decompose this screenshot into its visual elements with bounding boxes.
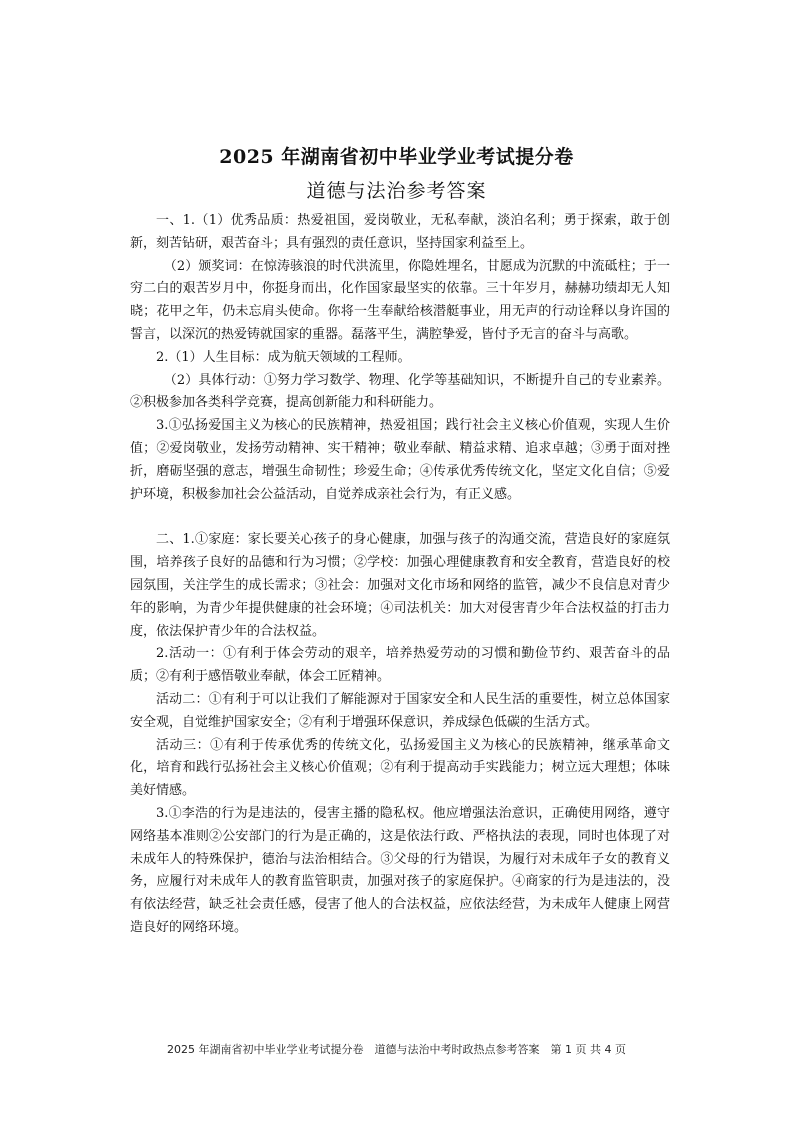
answer-2-2-activity-3: 活动三：①有利于传承优秀的传统文化，弘扬爱国主义为核心的民族精神，继承革命文化，培育和践行弘扬社会主义核心价值观；②有利于提高动手实践能力；树立远大理想；体味美好情感。 xyxy=(130,737,670,799)
answer-1-1-award-speech: （2）颁奖词：在惊涛骇浪的时代洪流里，你隐姓埋名，甘愿成为沉默的中流砥柱；于一穷二白的艰苦岁月中，你挺身而出，化作国家最坚实的依靠。三十年岁月，赫赫功绩却无人知晓；花甲之年，仍未忘肩头使命。你将一生奉献给核潜艇事业，用无声的行动诠释以身许国的誓言，以深沉的热爱铸就国家的重器。磊落平生，满腔挚爱，皆付予无言的奋斗与高歌。 xyxy=(130,258,670,342)
document-title: 2025 年湖南省初中毕业学业考试提分卷 xyxy=(219,146,574,168)
answer-2-2-activity-2: 活动二：①有利于可以让我们了解能源对于国家安全和人民生活的重要性，树立总体国家安全观，自觉维护国家安全；②有利于增强环保意识，养成绿色低碳的生活方式。 xyxy=(130,691,670,730)
answer-1-2-goal: 2.（1）人生目标：成为航天领域的工程师。 xyxy=(156,349,411,365)
answer-1-1-qualities: 一、1.（1）优秀品质：热爱祖国，爱岗敬业，无私奉献，淡泊名利；勇于探索，敢于创新，刻苦钻研，艰苦奋斗；具有强烈的责任意识，坚持国家利益至上。 xyxy=(130,213,670,251)
answer-body xyxy=(130,210,670,940)
answer-2-2-activity-1: 2.活动一：①有利于体会劳动的艰辛，培养热爱劳动的习惯和勤俭节约、艰苦奋斗的品质；②有利于感悟敬业奉献，体会工匠精神。 xyxy=(130,646,670,685)
answer-1-3: 3.①弘扬爱国主义为核心的民族精神，热爱祖国；践行社会主义核心价值观，实现人生价值；②爱岗敬业，发扬劳动精神、实干精神；敬业奉献、精益求精、追求卓越；③勇于面对挫折，磨砺坚强的意志，增强生命韧性；珍爱生命；④传承优秀传统文化，坚定文化自信；⑤爱护环境，积极参加社会公益活动，自觉养成亲社会行为，有正义感。 xyxy=(130,418,670,502)
document-subtitle: 道德与法治参考答案 xyxy=(306,180,487,202)
answer-2-1: 二、1.①家庭：家长要关心孩子的身心健康，加强与孩子的沟通交流，营造良好的家庭氛围，培养孩子良好的品德和行为习惯；②学校：加强心理健康教育和安全教育，营造良好的校园氛围，关注学生的成长需求；③社会：加强对文化市场和网络的监管，减少不良信息对青少年的影响，为青少年提供健康的社会环境；④司法机关：加大对侵害青少年合法权益的打击力度，依法保护青少年的合法权益。 xyxy=(130,532,670,639)
answer-2-3: 3.①李浩的行为是违法的，侵害主播的隐私权。他应增强法治意识，正确使用网络，遵守网络基本准则②公安部门的行为是正确的，这是依法行政、严格执法的表现，同时也体现了对未成年人的特殊保护，德治与法治相结合。③父母的行为错误，为履行对未成年子女的教育义务，应履行对未成年人的教育监管职责，加强对孩子的家庭保护。④商家的行为是违法的，没有依法经营，缺乏社会责任感，侵害了他人的合法权益，应依法经营，为未成年人健康上网营造良好的网络环境。 xyxy=(130,805,670,935)
section-gap xyxy=(130,506,670,529)
page-footer: 2025 年湖南省初中毕业学业考试提分卷 道德与法治中考时政热点参考答案 第 1 页 共 4 页 xyxy=(167,1043,626,1056)
answer-1-2-actions: （2）具体行动：①努力学习数学、物理、化学等基础知识，不断提升自己的专业素养。②积极参加各类科学竞赛，提高创新能力和科研能力。 xyxy=(130,372,670,411)
